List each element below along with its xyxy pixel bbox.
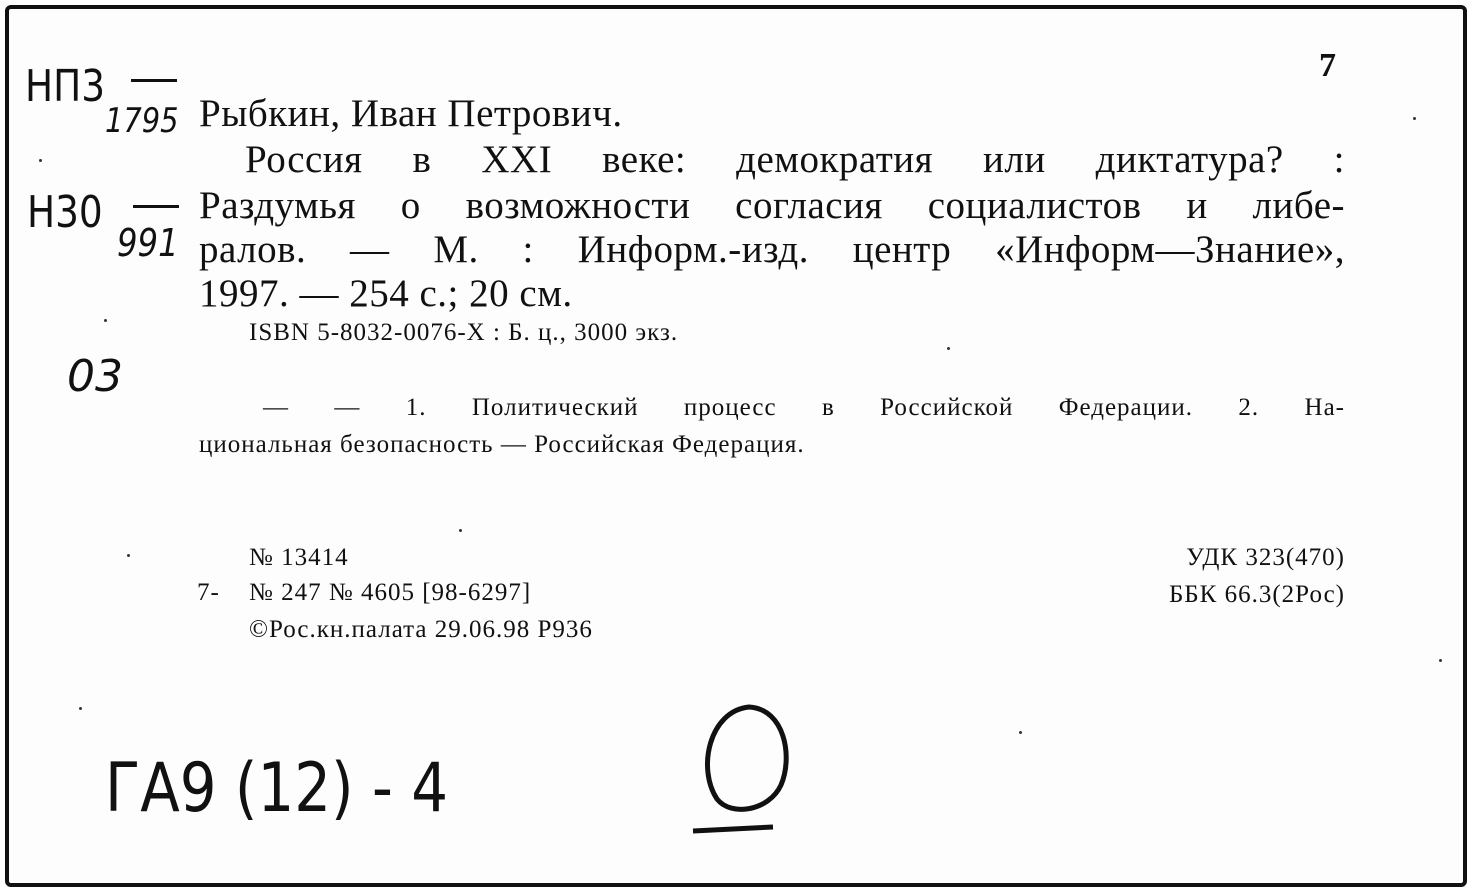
handwritten-code-2-bottom: 991 [117,221,179,265]
scan-speck [127,554,130,557]
record-number: № 13414 [249,544,349,571]
bbk-code: ББК 66.3(2Рос) [1168,581,1345,608]
scan-speck [1019,731,1022,734]
handwritten-code-1-line [131,79,177,82]
scan-speck [459,529,462,532]
catalog-card [5,5,1467,887]
handwritten-shelf-mark: ГА9 (12) - 4 [105,749,448,828]
handwritten-code-1-top: НП3 [25,61,106,112]
handwritten-code-2-top: Н30 [27,187,103,238]
description-line-2: Раздумья о возможности согласия социалистов и либе- [199,184,1345,227]
subjects-line-2: циональная безопасность — Российская Федерация. [199,431,805,458]
record-line2-prefix: 7- [197,579,220,606]
author-heading: Рыбкин, Иван Петрович. [199,92,623,135]
scan-speck [79,707,82,710]
scan-speck [947,347,950,350]
handwritten-mark: 03 [67,351,123,402]
scan-speck [1413,117,1416,120]
handwritten-zero-mark [689,699,809,849]
page-number: 7 [1319,47,1336,84]
isbn-line: ISBN 5-8032-0076-X : Б. ц., 3000 экз. [249,319,679,346]
record-line2: № 247 № 4605 [98-6297] [249,579,532,606]
scan-speck [39,159,42,162]
subjects-line-1: — — 1. Политический процесс в Российской Федерации. 2. На- [263,394,1345,421]
handwritten-code-2-line [133,205,179,208]
description-line-1: Россия в XXI веке: демократия или диктатура? : [245,138,1345,181]
book-chamber-line: ©Рос.кн.палата 29.06.98 Р936 [249,616,593,643]
description-line-3: ралов. — М. : Информ.-изд. центр «Информ—Знание», [199,228,1345,271]
handwritten-code-1-bottom: 1795 [105,101,179,141]
description-line-4: 1997. — 254 с.; 20 см. [199,272,573,315]
udk-code: УДК 323(470) [1186,544,1345,571]
scan-speck [1439,659,1442,662]
scan-speck [104,319,107,322]
